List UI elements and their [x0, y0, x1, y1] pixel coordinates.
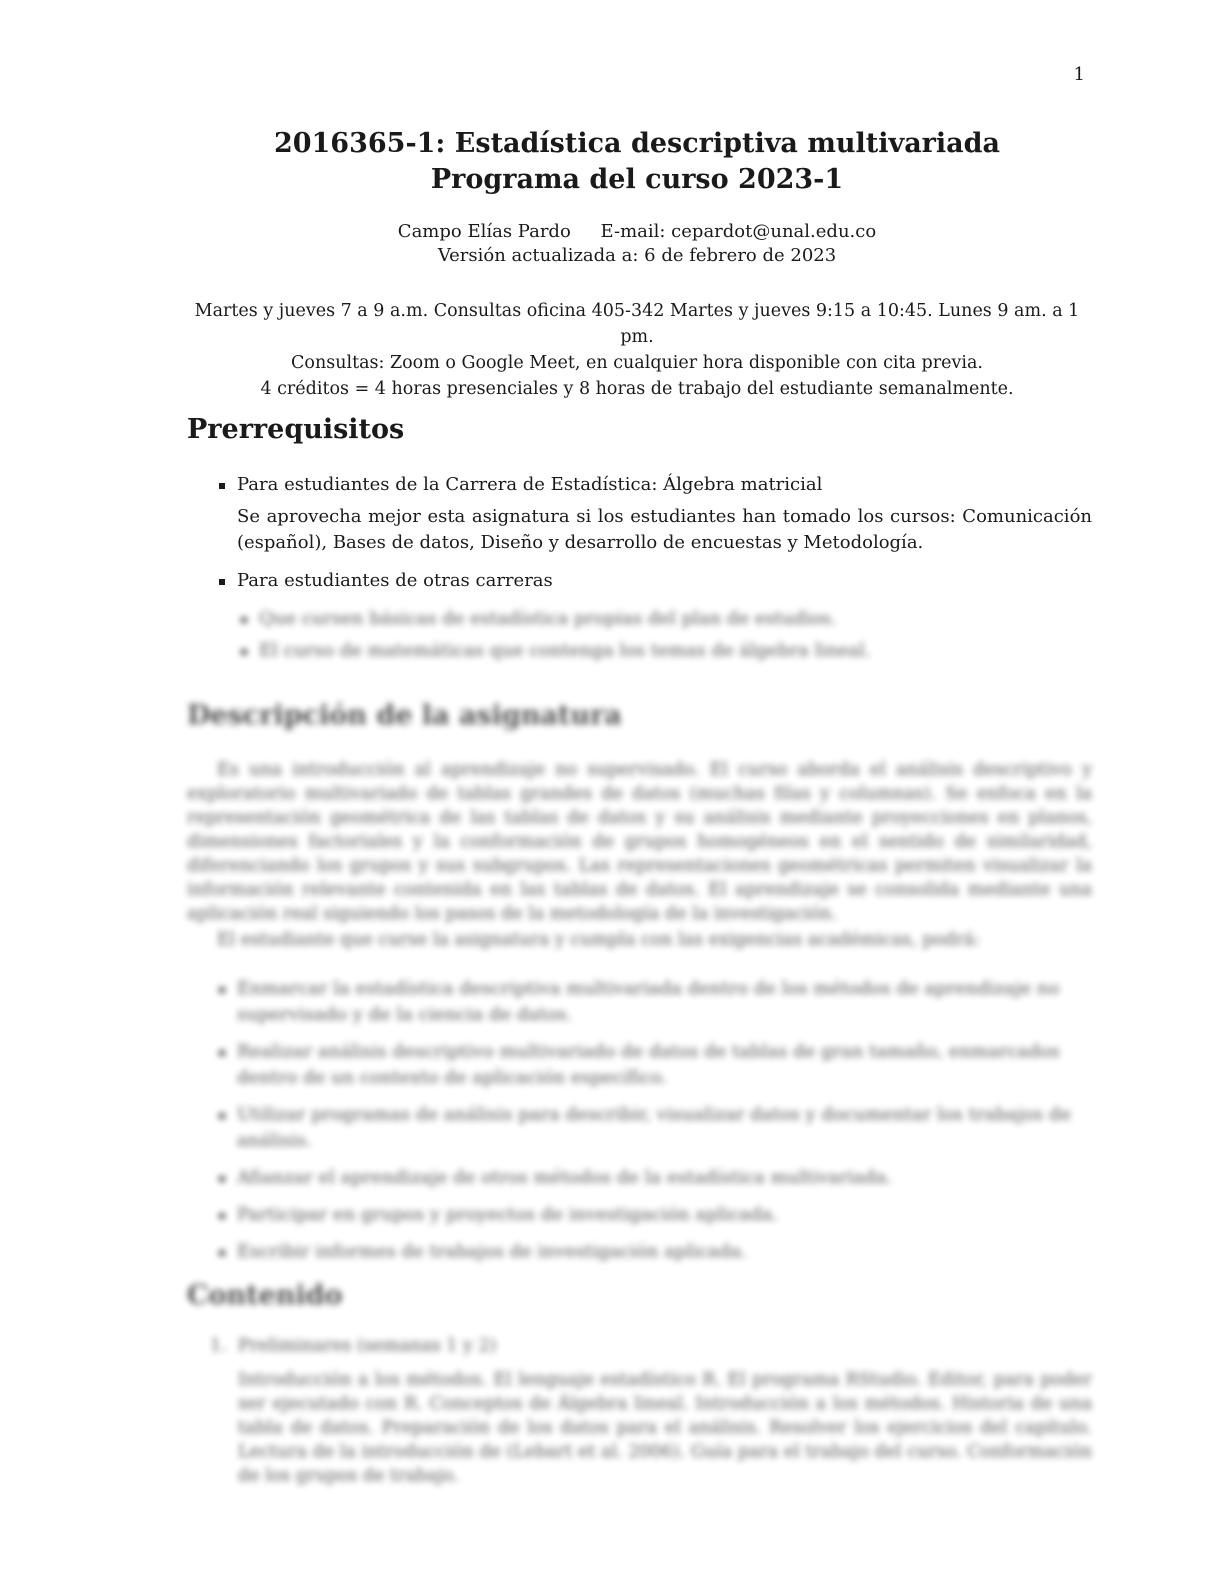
course-subtitle: Programa del curso 2023-1 [430, 164, 844, 195]
prerequisite-note: Se aprovecha mejor esta asignatura si los estudiantes han tomado los cursos: Comunicación (español), Bases de datos, Diseño y desarrollo de encuestas y Metodología. [237, 506, 1092, 553]
prerequisites-heading: Prerrequisitos [187, 414, 405, 445]
schedule-line-1: Martes y jueves 7 a 9 a.m. Consultas oficina 405-342 Martes y jueves 9:15 a 10:45. Lunes 9 am. a 1 pm. [194, 301, 1080, 347]
contents-item-title: Preliminares (semanas 1 y 2) [238, 1336, 497, 1356]
contents-item-number: 1. [210, 1336, 227, 1356]
author-email: E-mail: cepardot@unal.edu.co [600, 221, 877, 242]
course-title: 2016365-1: Estadística descriptiva multivariada [273, 128, 1001, 159]
prerequisite-subitem: Que cursen básicas de estadística propias del plan de estudios. [237, 606, 1092, 632]
prerequisite-sublist [237, 606, 1092, 664]
prerequisite-item [215, 568, 1092, 664]
objectives-list [215, 976, 1092, 1276]
objective-item: Participar en grupos y proyectos de investigación aplicada. [215, 1202, 1092, 1228]
schedule-line-3: 4 créditos = 4 horas presenciales y 8 horas de trabajo del estudiante semanalmente. [260, 379, 1014, 399]
description-paragraph: Es una introducción al aprendizaje no supervisado. El curso aborda el análisis descriptivo y exploratorio multivariado de tablas grandes de datos (muchas filas y columnas). Se enfoca en la representación geométrica de las tablas de datos y su análisis mediante proyecciones en planos, dimensiones factoriales y la conformación de grupos homogéneos en el sentido de similaridad, diferenciando los grupos y sus subgrupos. Las representaciones geométricas permiten visualizar la información relevante contenida en las tablas de datos. El aprendizaje se consolida mediante una aplicación real siguiendo los pasos de la metodología de la investigación. [187, 760, 1092, 924]
author-line [187, 220, 1087, 244]
objective-item: Afianzar el aprendizaje de otros métodos de la estadística multivariada. [215, 1165, 1092, 1191]
author-block [187, 220, 1087, 268]
description-heading: Descripción de la asignatura [187, 700, 622, 731]
prerequisites-list [215, 472, 1092, 670]
version-date: Versión actualizada a: 6 de febrero de 2023 [437, 245, 837, 266]
objective-item: Realizar análisis descriptivo multivariado de datos de tablas de gran tamaño, enmarcados dentro de un contexto de aplicación específico. [215, 1039, 1092, 1091]
objective-item: Enmarcar la estadística descriptiva multivariada dentro de los métodos de aprendizaje no supervisado y de la ciencia de datos. [215, 976, 1092, 1028]
contents-list [210, 1334, 1092, 1488]
objective-item: Escribir informes de trabajos de investigación aplicada. [215, 1239, 1092, 1265]
prerequisite-item-label: Para estudiantes de otras carreras [237, 570, 553, 591]
description-paragraph: El estudiante que curse la asignatura y cumpla con las exigencias académicas, podrá: [217, 930, 981, 950]
contents-item [210, 1334, 1092, 1488]
contents-heading: Contenido [187, 1280, 343, 1311]
prerequisite-item [215, 472, 1092, 556]
prerequisite-subitem: El curso de matemáticas que contenga los temas de álgebra lineal. [237, 638, 1092, 664]
objective-item: Utilizar programas de análisis para describir, visualizar datos y documentar los trabajos de análisis. [215, 1102, 1092, 1154]
description-block [187, 758, 1092, 952]
page-number: 1 [1073, 64, 1085, 85]
schedule-block [187, 298, 1087, 402]
author-name: Campo Elías Pardo [397, 221, 571, 242]
schedule-line-2: Consultas: Zoom o Google Meet, en cualquier hora disponible con cita previa. [291, 353, 983, 373]
contents-item-body: Introducción a los métodos. El lenguaje estadístico R. El programa RStudio. Editor, para poder ser ejecutado con R. Conceptos de Álgebra lineal. Introducción a los métodos. Historia de una tabla de datos. Preparación de los datos para el análisis. Resolver los ejercicios del capítulo. Lectura de la introducción de (Lebart et al. 2006). Guía para el trabajo del curso. Conformación de los grupos de trabajo. [238, 1370, 1092, 1486]
title-block [187, 126, 1087, 268]
prerequisite-item-label: Para estudiantes de la Carrera de Estadística: Álgebra matricial [237, 474, 823, 495]
